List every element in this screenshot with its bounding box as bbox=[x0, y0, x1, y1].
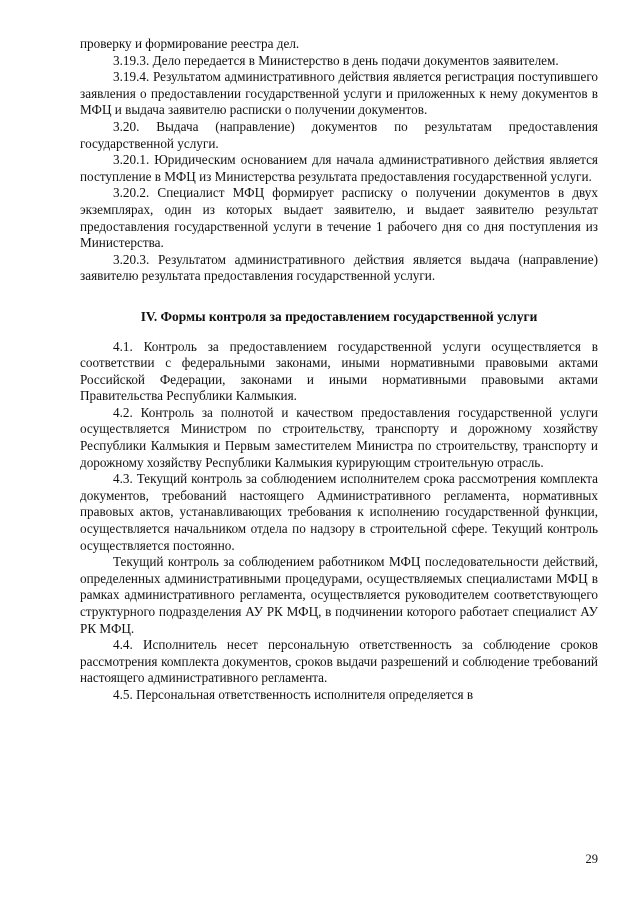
paragraph-4-2: 4.2. Контроль за полнотой и качеством предоставления государственной услуги осуществляется Министром по строительству, транспорту и дорожному хозяйству Республики Калмыкия и Первым заместителем Министра по строительству, транспорту и дорожному хозяйству Республики Калмыкия курирующим строительную отрасль. bbox=[80, 404, 598, 470]
paragraph-3-20-2: 3.20.2. Специалист МФЦ формирует расписку о получении документов в двух экземплярах, один из которых выдает заявителю, и выдает заявителю результат предоставления государственной услуги в течение 1 рабочего дня со дня поступления из Министерства. bbox=[80, 185, 598, 251]
document-body bbox=[80, 36, 598, 704]
paragraph-3-19-3: 3.19.3. Дело передается в Министерство в день подачи документов заявителем. bbox=[113, 52, 559, 68]
paragraph-3-20-1: 3.20.1. Юридическим основанием для начала административного действия является поступление в МФЦ из Министерства результата предоставления государственной услуги. bbox=[80, 152, 598, 184]
page-number: 29 bbox=[585, 852, 598, 866]
paragraph-3-20: 3.20. Выдача (направление) документов по результатам предоставления государственной услуги. bbox=[80, 118, 598, 151]
paragraph-4-3: 4.3. Текущий контроль за соблюдением исполнителем срока рассмотрения комплекта документов, требований настоящего Административного регламента, нормативных правовых актов, устанавливающих требования к исполнению государственной функции, осуществляется начальником отдела по надзору в строительной сфере. Текущий контроль осуществляется постоянно. bbox=[80, 471, 598, 553]
paragraph-3-20-3: 3.20.3. Результатом административного действия является выдача (направление) заявителю результата предоставления государственной услуги. bbox=[80, 251, 598, 284]
paragraph-4-3-mfc: Текущий контроль за соблюдением работником МФЦ последовательности действий, определенных административными процедурами, осуществляемых специалистами МФЦ в рамках административного регламента, осуществляется руководителем соответствующего структурного подразделения АУ РК МФЦ, в подчинении которого работает специалист АУ РК МФЦ. bbox=[80, 554, 598, 636]
paragraph-4-1: 4.1. Контроль за предоставлением государственной услуги осуществляется в соответствии с федеральными законами, иными нормативными правовыми актами Российской Федерации, законами и иными нормативными правовыми актами Правительства Республики Калмыкия. bbox=[80, 338, 598, 404]
section-heading: IV. Формы контроля за предоставлением государственной услуги bbox=[140, 308, 538, 324]
paragraph-4-4: 4.4. Исполнитель несет персональную ответственность за соблюдение сроков рассмотрения комплекта документов, сроков выдачи разрешений и соблюдение требований настоящего административного регламента. bbox=[80, 637, 598, 686]
paragraph-3-19-4: 3.19.4. Результатом административного действия является регистрация поступившего заявления о предоставлении государственной услуги и приложенных к нему документов в МФЦ и выдача заявителю расписки о получении документов. bbox=[80, 69, 598, 118]
paragraph-continuation: проверку и формирование реестра дел. bbox=[80, 36, 300, 51]
paragraph-4-5: 4.5. Персональная ответственность исполнителя определяется в bbox=[113, 686, 474, 702]
